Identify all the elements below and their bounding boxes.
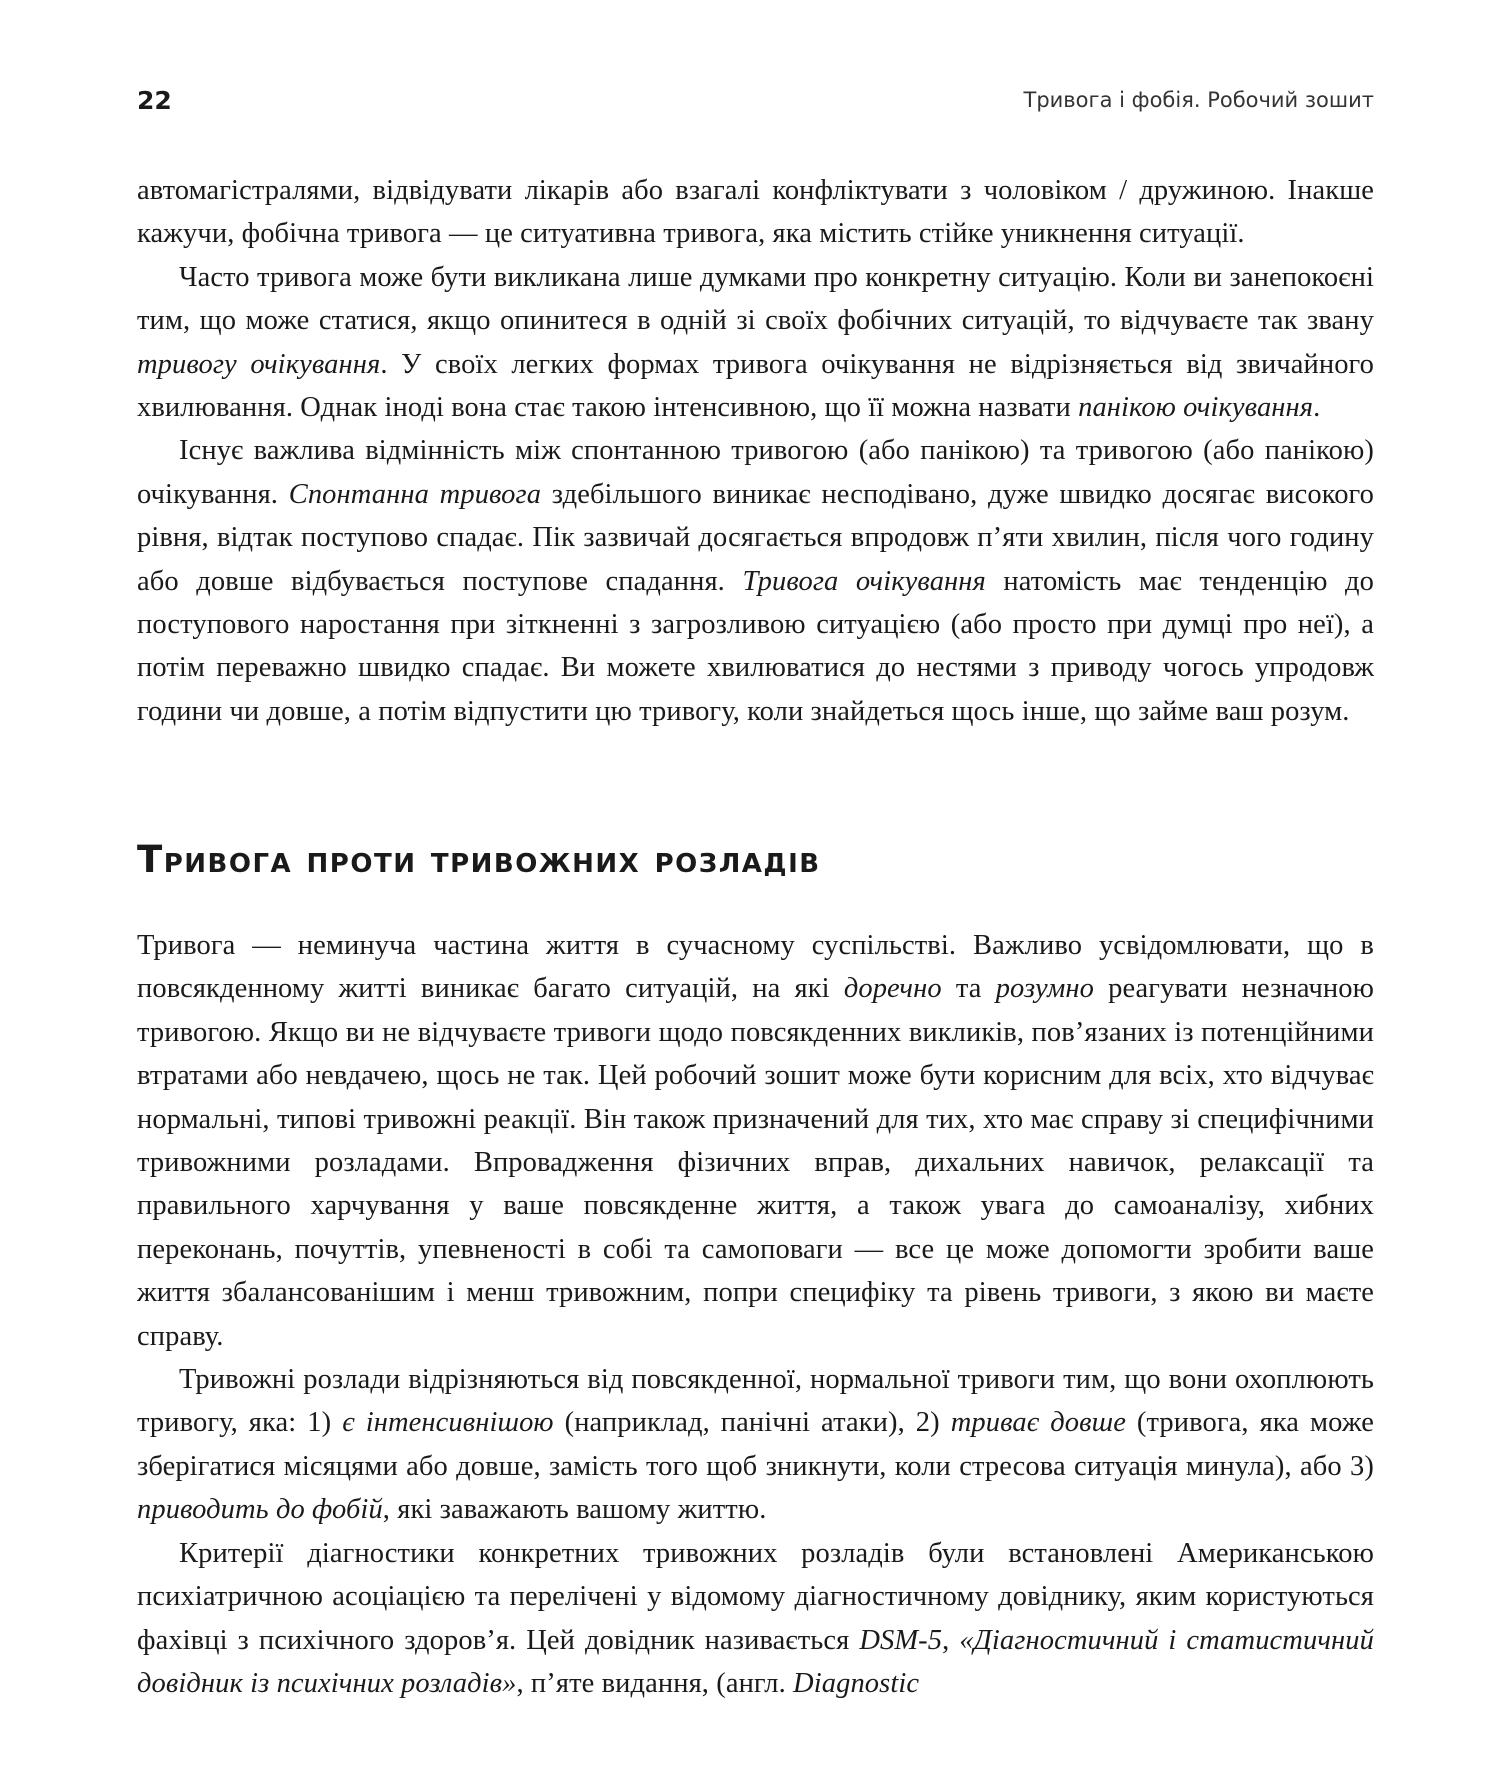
text-run: Існує важлива відмінність між спонтанною тривогою (або панікою) та тривогою (або панікою) очікування. (137, 435, 1374, 510)
body-text-top (137, 169, 1374, 733)
italic-term: є інтенсивнішою (342, 1407, 554, 1439)
text-run: Часто тривога може бути викликана лише думками про конкретну ситуацію. Коли ви занепокоєні тим, що може статися, якщо опинитеся в одній зі своїх фобічних ситуацій, то відчуваєте так звану (137, 261, 1374, 337)
text-run: (наприклад, панічні атаки), 2) (553, 1407, 951, 1439)
italic-term: доречно (843, 973, 942, 1005)
italic-term: Тривога очікування (742, 565, 986, 597)
paragraph (137, 1358, 1374, 1532)
page-number: 22 (137, 86, 172, 115)
italic-term: панікою очікування (1078, 392, 1314, 424)
italic-term: приводить до фобій (137, 1494, 383, 1526)
text-run: . (1313, 392, 1321, 424)
text-run: натомість має тенденцію до поступового наростання при зіткненні з загрозливою ситуацією (або просто при думці про неї), а потім переважно швидко спадає. Ви можете хвилюватися до нестями з приводу чогось упродовж години чи довше, а потім відпустити цю тривогу, коли знайдеться щось інше, що займе ваш розум. (137, 565, 1375, 727)
italic-term: «Діагностичний і статистичний довідник із психічних розладів» (137, 1624, 1374, 1699)
text-run: , п’яте видання, (англ. (516, 1667, 794, 1699)
text-run: реагувати незначною тривогою. Якщо ви не відчуваєте тривоги щодо повсякденних викликів, пов’язаних із потенційними втратами або невдачею, щось не так. Цей робочий зошит може бути корисним для всіх, хто відчуває нормальні, типові тривожні реакції. Він також призначений для тих, хто має справу зі специфічними тривожними розладами. Впровадження фізичних вправ, дихальних навичок, релаксації та правильного харчування у ваше повсякденне життя, а також увага до самоаналізу, хибних переконань, почуттів, упевненості в собі та самоповаги — все це може допомогти зробити ваше життя збалансованішим і менш тривожним, попри специфіку та рівень тривоги, з якою ви маєте справу. (137, 973, 1374, 1352)
text-run: здебільшого виникає несподівано, дуже швидко досягає високого рівня, відтак поступово спадає. Пік зазвичай досягається впродовж п’яти хвилин, після чого годину або довше відбувається поступове спадання. (137, 478, 1374, 597)
text-run: , (942, 1624, 960, 1656)
text-run: , які заважають вашому життю. (382, 1494, 767, 1526)
paragraph (137, 256, 1374, 430)
text-run: (тривога, яка може зберігатися місяцями або довше, замість того щоб зникнути, коли стресова ситуація минула), або 3) (137, 1407, 1374, 1482)
italic-term: тривогу очікування (137, 348, 381, 380)
text-run: автомагістралями, відвідувати лікарів або взагалі конфліктувати з чоловіком / дружиною. Інакше кажучи, фобічна тривога — це ситуативна тривога, яка містить стійке уникнення ситуації. (137, 175, 1374, 250)
italic-term: DSM-5 (859, 1624, 943, 1656)
paragraph (137, 924, 1374, 1358)
running-title: Тривога і фобія. Робочий зошит (1023, 88, 1374, 112)
book-page (137, 0, 1374, 1772)
text-run: . У своїх легких формах тривога очікування не відрізняється від звичайного хвилювання. Однак іноді вона стає такою інтенсивною, що її можна назвати (137, 348, 1374, 424)
italic-term: Спонтанна тривога (288, 478, 542, 510)
paragraph (137, 169, 1374, 256)
section-heading: Тривога проти тривожних розладів (137, 838, 821, 881)
text-run: Тривожні розлади відрізняються від повсякденної, нормальної тривоги тим, що вони охоплюють тривогу, яка: 1) (137, 1364, 1374, 1439)
paragraph (137, 429, 1374, 733)
running-header (137, 86, 1374, 120)
italic-term: триває довше (950, 1407, 1126, 1439)
body-text-bottom (137, 924, 1374, 1705)
text-run: Критерії діагностики конкретних тривожних розладів були встановлені Американською психіатричною асоціацією та перелічені у відомому діагностичному довіднику, яким користуються фахівці з психічного здоров’я. Цей довідник називається (137, 1537, 1374, 1656)
italic-term: Diagnostic (793, 1667, 920, 1699)
text-run: Тривога — неминуча частина життя в сучасному суспільстві. Важливо усвідомлювати, що в повсякденному житті виникає багато ситуацій, на які (137, 930, 1374, 1005)
text-run: та (941, 973, 996, 1005)
italic-term: розумно (995, 973, 1094, 1005)
paragraph (137, 1532, 1374, 1706)
